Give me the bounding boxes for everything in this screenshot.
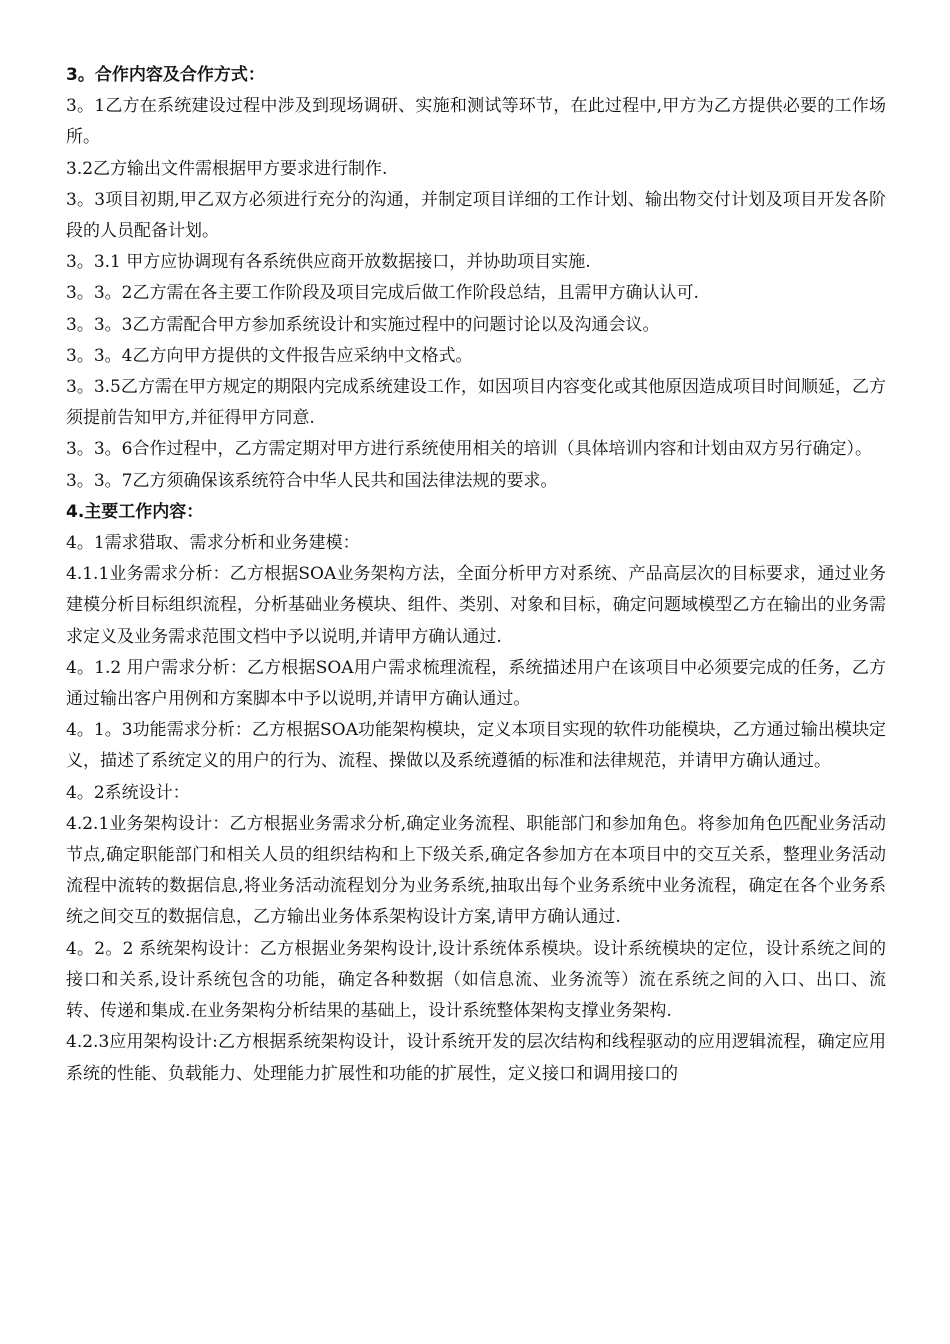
- paragraph-3-3-3: 3。3。3乙方需配合甲方参加系统设计和实施过程中的问题讨论以及沟通会议。: [66, 314, 660, 335]
- paragraph-3-1: 3。1乙方在系统建设过程中涉及到现场调研、实施和测试等环节，在此过程中,甲方为乙方提供必要的工作场所。: [66, 96, 886, 148]
- paragraph-4-2-1: 4.2.1业务架构设计：乙方根据业务需求分析,确定业务流程、职能部门和参加角色。将参加角色匹配业务活动节点,确定职能部门和相关人员的组织结构和上下级关系,确定各参加方在本项目中的交互关系，整理业务活动流程中流转的数据信息,将业务活动流程划分为业务系统,抽取出每个业务系统中业务流程，确定在各个业务系统之间交互的数据信息，乙方输出业务体系架构设计方案,请甲方确认通过.: [66, 813, 886, 928]
- paragraph-3-3-7: 3。3。7乙方须确保该系统符合中华人民共和国法律法规的要求。: [66, 470, 558, 491]
- paragraph-4-1-1: 4.1.1业务需求分析：乙方根据SOA业务架构方法，全面分析甲方对系统、产品高层次的目标要求，通过业务建模分析目标组织流程，分析基础业务模块、组件、类别、对象和目标，确定问题域模型乙方在输出的业务需求定义及业务需求范围文档中予以说明,并请甲方确认通过.: [66, 564, 886, 647]
- paragraph-3-3-4: 3。3。4乙方向甲方提供的文件报告应采纳中文格式。: [66, 345, 473, 366]
- paragraph-3-3-2: 3。3。2乙方需在各主要工作阶段及项目完成后做工作阶段总结，且需甲方确认认可.: [66, 283, 699, 304]
- paragraph-4-2: 4。2系统设计：: [66, 782, 190, 803]
- paragraph-4-1-2: 4。1.2 用户需求分析：乙方根据SOA用户需求梳理流程，系统描述用户在该项目中必须要完成的任务，乙方通过输出客户用例和方案脚本中予以说明,并请甲方确认通过。: [66, 657, 886, 710]
- document-page: [66, 60, 886, 1090]
- paragraph-3-3-5: 3。3.5乙方需在甲方规定的期限内完成系统建设工作，如因项目内容变化或其他原因造成项目时间顺延，乙方须提前告知甲方,并征得甲方同意.: [66, 377, 886, 429]
- paragraph-3-2: 3.2乙方输出文件需根据甲方要求进行制作.: [66, 158, 388, 179]
- section-heading-4: 4.主要工作内容：: [66, 501, 204, 522]
- paragraph-4-2-2: 4。2。2 系统架构设计：乙方根据业务架构设计,设计系统体系模块。设计系统模块的定位，设计系统之间的接口和关系,设计系统包含的功能，确定各种数据（如信息流、业务流等）流在系统之间的入口、出口、流转、传递和集成.在业务架构分析结果的基础上，设计系统整体架构支撑业务架构.: [66, 938, 886, 1022]
- paragraph-3-3-6: 3。3。6合作过程中，乙方需定期对甲方进行系统使用相关的培训（具体培训内容和计划由双方另行确定）。: [66, 439, 872, 460]
- paragraph-3-3: 3。3项目初期,甲乙双方必须进行充分的沟通，并制定项目详细的工作计划、输出物交付计划及项目开发各阶段的人员配备计划。: [66, 189, 886, 242]
- paragraph-4-1-3: 4。1。3功能需求分析：乙方根据SOA功能架构模块，定义本项目实现的软件功能模块，乙方通过输出模块定义，描述了系统定义的用户的行为、流程、操做以及系统遵循的标准和法律规范，并请甲方确认通过。: [66, 720, 886, 772]
- paragraph-3-3-1: 3。3.1 甲方应协调现有各系统供应商开放数据接口，并协助项目实施.: [66, 252, 591, 273]
- paragraph-4-1: 4。1需求猎取、需求分析和业务建模：: [66, 533, 360, 554]
- paragraph-4-2-3: 4.2.3应用架构设计:乙方根据系统架构设计，设计系统开发的层次结构和线程驱动的应用逻辑流程，确定应用系统的性能、负载能力、处理能力扩展性和功能的扩展性，定义接口和调用接口的: [66, 1032, 886, 1084]
- section-heading-3: 3。合作内容及合作方式：: [66, 65, 265, 85]
